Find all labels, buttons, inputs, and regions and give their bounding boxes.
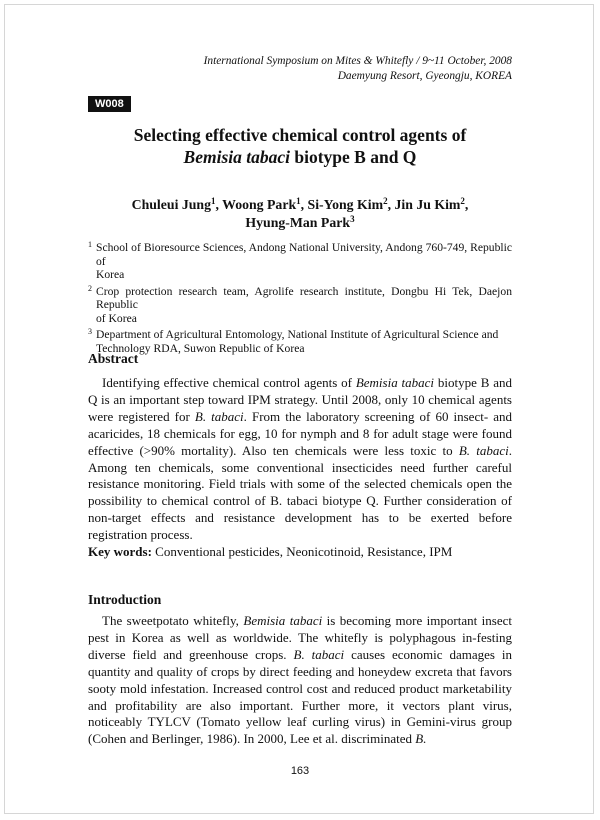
species-name: B. tabaci (194, 408, 244, 424)
intro-text: is becoming more important insect pest in Korea as well as worldwide. The whitefly is polyphagous in-festing diverse field and greenhouse crops. (88, 613, 512, 662)
author-name: Chuleui Jung (131, 197, 211, 212)
author-line-2 (88, 214, 512, 232)
affiliation-number: 2 (88, 283, 92, 293)
affiliation-number: 3 (88, 327, 92, 336)
intro-text: The sweetpotato whitefly, (102, 613, 244, 628)
species-name: Bemisia tabaci (355, 375, 435, 390)
author-line-1: Chuleui Jung$^1$, Woong Park$^1$, Si-Yong Kim$^2$, Jin Ju Kim$^2$, (131, 196, 469, 212)
keywords-label: Key words: (88, 544, 152, 559)
header-line-2: Daemyung Resort, Gyeongju, KOREA (337, 70, 512, 82)
species-name: Bemisia tabaci (243, 613, 323, 628)
affiliation-line: Crop protection research team, Agrolife research institute, Dongbu Hi Tek, Daejon Republic (96, 284, 512, 311)
paper-id-badge: W008 (88, 96, 131, 112)
abstract-text: biotype B and Q is an important step toward IPM strategy. Until 2008, only 10 chemical agents were registered for (88, 375, 512, 424)
author-name: Jin Ju Kim (394, 197, 461, 212)
affiliation-item (88, 241, 512, 282)
header-line-1: International Symposium on Mites & Whitefly / 9~11 October, 2008 (203, 55, 512, 67)
affiliation-item (88, 285, 512, 326)
author-affil-sup: 1 (296, 196, 301, 206)
author-affil-sup: 1 (211, 196, 216, 206)
author-name: Woong Park (222, 197, 297, 212)
title-line-1: Selecting effective chemical control agents of (133, 125, 467, 145)
page-number: 163 (290, 765, 310, 777)
introduction-heading: Introduction (88, 592, 162, 607)
intro-text: causes economic damages in quantity and quality of crops by direct feeding and honeydew excreta that favors sooty mold infestation. Increased control cost and reduced product marketability and profitability are also important. Further more, it vectors plant virus, noticeably TYLCV (Tomato yellow leaf curling virus) in Gemini-virus group (Cohen and Berlinger, 1986). In 2000, Lee et al. discriminated (88, 646, 512, 747)
conference-header (204, 54, 512, 84)
author-list (88, 196, 512, 232)
abstract-paragraph (88, 375, 512, 544)
keywords-line (88, 544, 512, 560)
author-affil-sup: 2 (383, 196, 388, 206)
affiliation-list (88, 241, 512, 358)
affiliation-number: 1 (88, 240, 92, 249)
affiliation-line: Technology RDA, Suwon Republic of Korea (96, 341, 305, 355)
paper-title (88, 124, 512, 168)
author-name: Hyung-Man Park (245, 215, 351, 230)
author-affil-sup: 2 (460, 196, 465, 206)
abstract-body (88, 375, 512, 544)
author-name: Si-Yong Kim (307, 197, 384, 212)
introduction-body (88, 613, 512, 748)
affiliation-line: School of Bioresource Sciences, Andong National University, Andong 760-749, Republic of (96, 241, 512, 268)
affiliation-line: of Korea (96, 311, 137, 325)
introduction-paragraph (88, 613, 512, 748)
species-name: B. tabaci (458, 442, 509, 458)
title-line-2-rest: biotype B and Q (290, 147, 417, 167)
species-name: B. (415, 731, 427, 747)
affiliation-line: Department of Agricultural Entomology, National Institute of Agricultural Science and (96, 328, 499, 341)
title-line-2 (88, 146, 512, 168)
author-affil-sup: 3 (350, 214, 355, 224)
keywords-text: Conventional pesticides, Neonicotinoid, Resistance, IPM (151, 544, 453, 559)
abstract-text: . Among ten chemicals, some conventional insecticides need further careful resistance monitoring. Field trials with some of the selected chemicals open the possibility to chemical control of B. tabaci biotype Q. Further consideration of non-target effects and resistance development has to be exerted before registration process. (88, 442, 513, 543)
title-species: Bemisia tabaci (183, 147, 290, 167)
abstract-text: Identifying effective chemical control agents of (102, 375, 356, 390)
affiliation-item (88, 328, 512, 355)
abstract-text: . From the laboratory screening of 60 insect- and acaricides, 18 chemicals for egg, 10 for nymph and 8 for adult stage were found effective (>90% mortality). Also ten chemicals were less toxic to (88, 408, 513, 458)
abstract-heading: Abstract (88, 351, 139, 366)
affiliation-line: Korea (96, 268, 125, 281)
species-name: B. tabaci (293, 646, 345, 662)
